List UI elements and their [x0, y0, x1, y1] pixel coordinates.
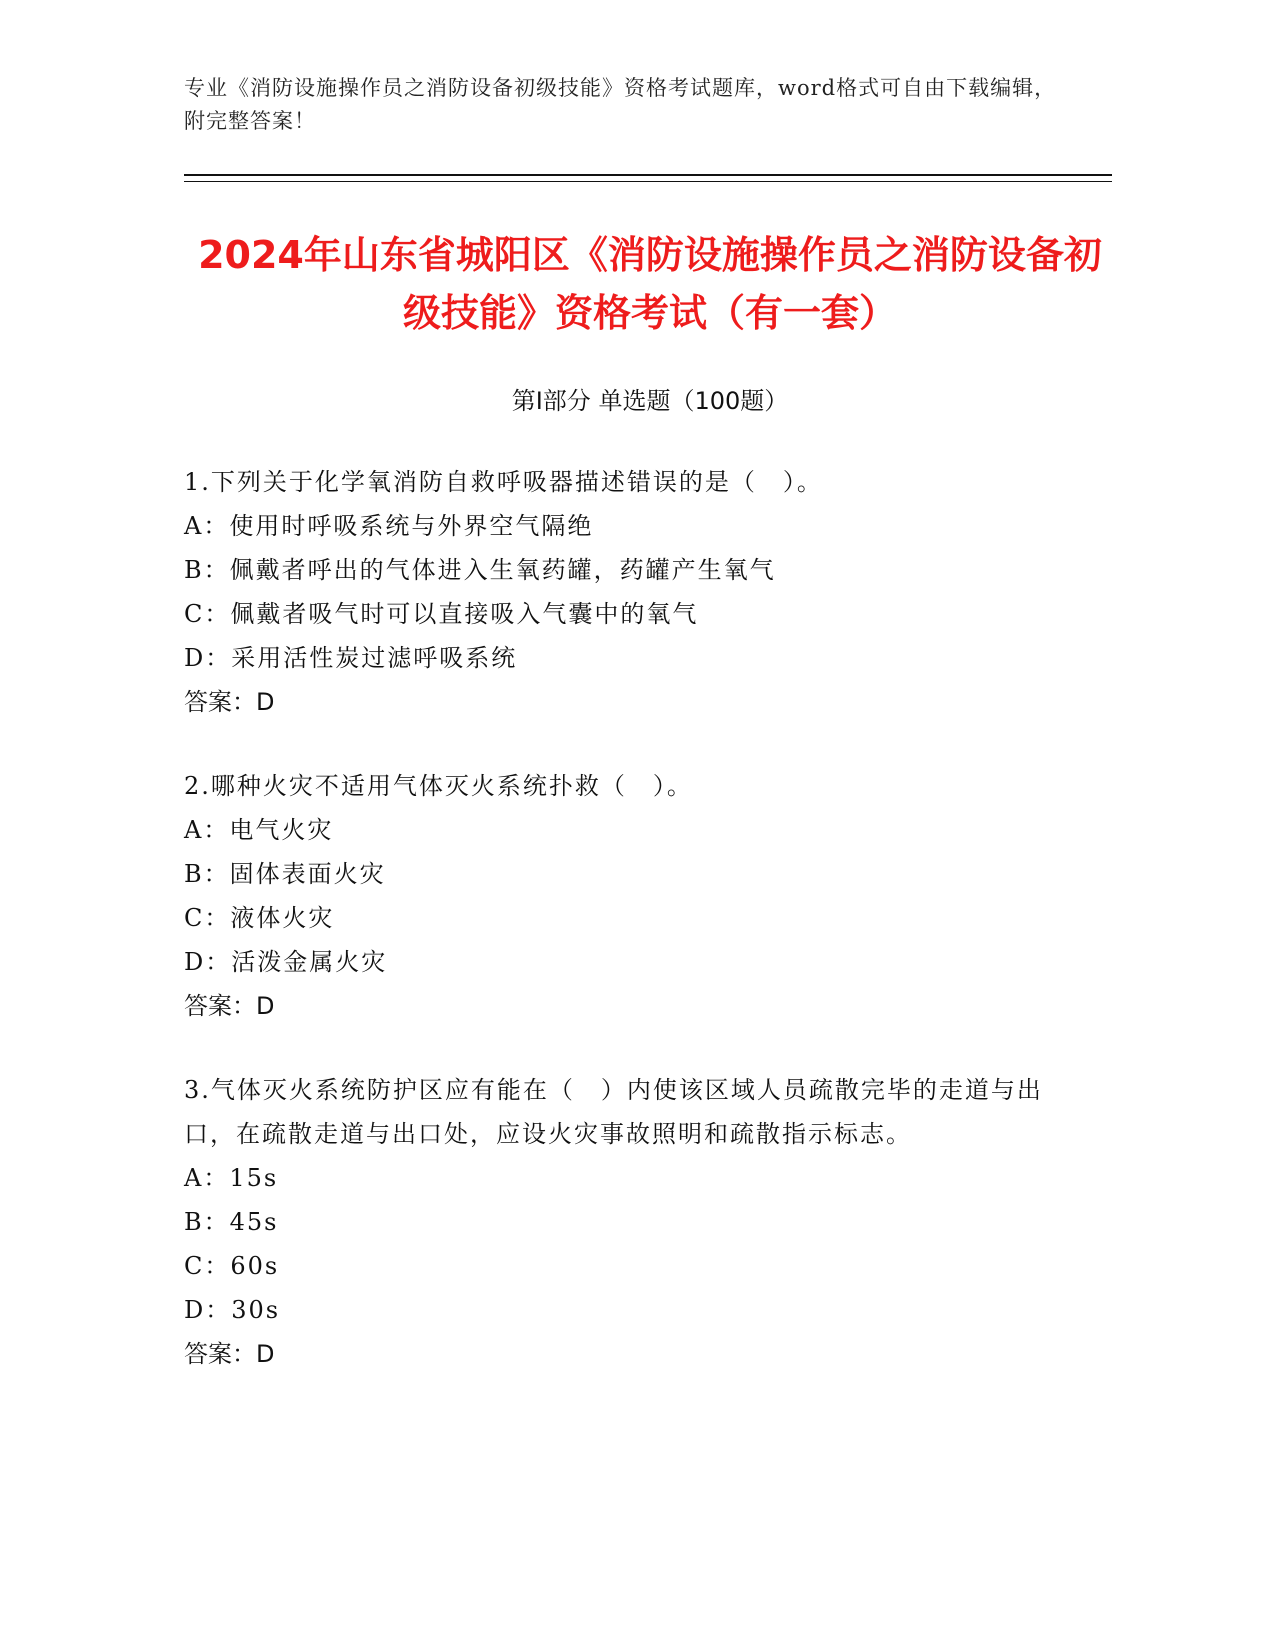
option-c: C：60s	[184, 1252, 280, 1280]
answer: 答案：D	[184, 1340, 275, 1368]
question-2	[184, 764, 1064, 1028]
header-divider-thick	[184, 174, 1112, 176]
question-stem: 3.气体灭火系统防护区应有能在（ ）内使该区域人员疏散完毕的走道与出口，在疏散走道与出口处，应设火灾事故照明和疏散指示标志。	[184, 1076, 1043, 1148]
option-d: D：采用活性炭过滤呼吸系统	[184, 644, 518, 672]
option-a: A：电气火灾	[184, 816, 334, 844]
question-1	[184, 460, 1064, 724]
answer: 答案：D	[184, 688, 275, 716]
option-d: D：30s	[184, 1296, 281, 1324]
option-b: B：固体表面火灾	[184, 860, 386, 888]
option-c: C：佩戴者吸气时可以直接吸入气囊中的氧气	[184, 600, 699, 628]
option-a: A：15s	[184, 1164, 279, 1192]
header-divider-thin	[184, 181, 1112, 182]
header-note: 专业《消防设施操作员之消防设备初级技能》资格考试题库，word格式可自由下载编辑，附完整答案！	[184, 76, 1057, 133]
option-b: B：45s	[184, 1208, 279, 1236]
answer: 答案：D	[184, 992, 275, 1020]
question-3	[184, 1068, 1064, 1376]
option-d: D：活泼金属火灾	[184, 948, 388, 976]
option-b: B：佩戴者呼出的气体进入生氧药罐，药罐产生氧气	[184, 556, 776, 584]
document-title: 2024年山东省城阳区《消防设施操作员之消防设备初级技能》资格考试（有一套）	[198, 233, 1102, 335]
question-stem: 2.哪种火灾不适用气体灭火系统扑救（ ）。	[184, 772, 693, 800]
option-c: C：液体火灾	[184, 904, 335, 932]
section-title: 第Ⅰ部分 单选题（100题）	[511, 387, 789, 415]
option-a: A：使用时呼吸系统与外界空气隔绝	[184, 512, 594, 540]
question-stem: 1.下列关于化学氧消防自救呼吸器描述错误的是（ ）。	[184, 468, 823, 496]
